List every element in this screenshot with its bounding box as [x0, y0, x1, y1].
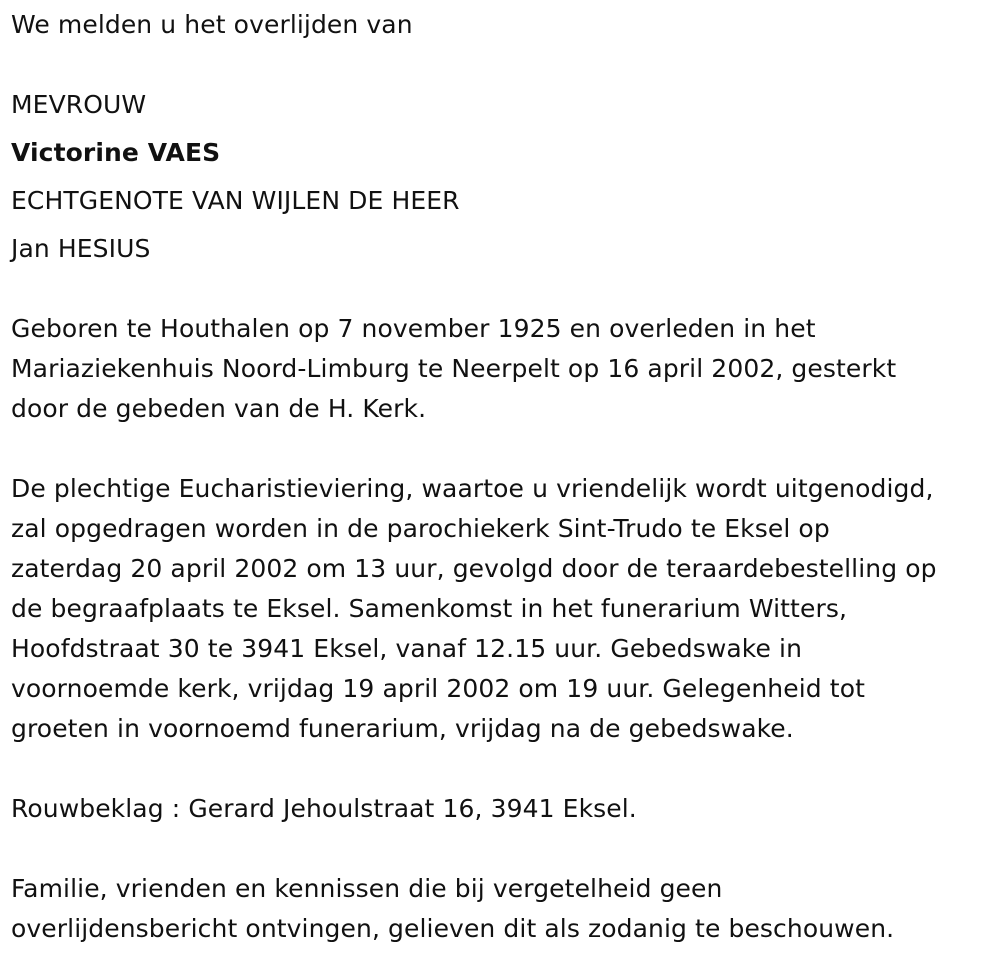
- relation-text: ECHTGENOTE VAN WIJLEN DE HEER: [11, 186, 460, 215]
- deceased-name: Victorine VAES: [11, 138, 221, 167]
- birth-death-line: door de gebeden van de H. Kerk.: [11, 394, 427, 423]
- funeral-line: zaterdag 20 april 2002 om 13 uur, gevolgd door de teraardebestelling op: [11, 554, 937, 583]
- birth-death-line: Mariaziekenhuis Noord-Limburg te Neerpelt op 16 april 2002, gesterkt: [11, 354, 897, 383]
- honorific: MEVROUW: [11, 90, 147, 119]
- funeral-line: Hoofdstraat 30 te 3941 Eksel, vanaf 12.15 uur. Gebedswake in: [11, 634, 803, 663]
- notice-line: Familie, vrienden en kennissen die bij vergetelheid geen: [11, 874, 723, 903]
- funeral-line: voornoemde kerk, vrijdag 19 april 2002 om 19 uur. Gelegenheid tot: [11, 674, 865, 703]
- intro-text: We melden u het overlijden van: [11, 10, 413, 39]
- funeral-line: zal opgedragen worden in de parochiekerk Sint-Trudo te Eksel op: [11, 514, 830, 543]
- spouse-name: Jan HESIUS: [11, 234, 151, 263]
- funeral-line: De plechtige Eucharistieviering, waartoe u vriendelijk wordt uitgenodigd,: [11, 474, 934, 503]
- funeral-line: de begraafplaats te Eksel. Samenkomst in het funerarium Witters,: [11, 594, 847, 623]
- condolence-address: Rouwbeklag : Gerard Jehoulstraat 16, 3941 Eksel.: [11, 794, 637, 823]
- funeral-line: groeten in voornoemd funerarium, vrijdag na de gebedswake.: [11, 714, 794, 743]
- birth-death-line: Geboren te Houthalen op 7 november 1925 en overleden in het: [11, 314, 816, 343]
- notice-line: overlijdensbericht ontvingen, gelieven dit als zodanig te beschouwen.: [11, 914, 895, 943]
